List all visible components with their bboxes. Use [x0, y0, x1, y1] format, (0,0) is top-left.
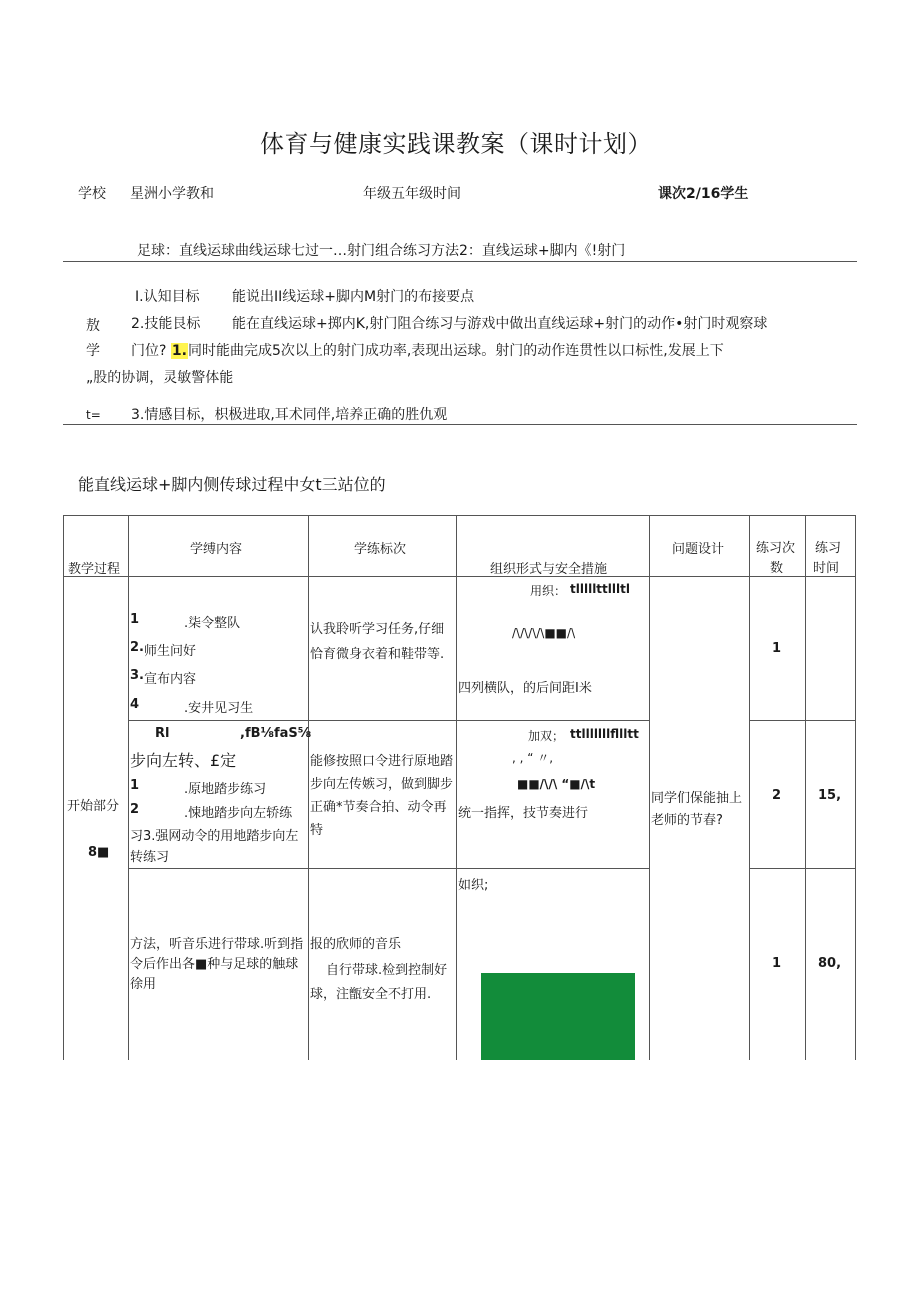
- header-question: 问题设计: [672, 542, 725, 557]
- row2-question: 同学们保能抽上老师的节春?: [651, 791, 743, 828]
- row2-item-2-text: .悚地踏步向左轿练: [184, 806, 293, 821]
- row2-bottom-right: [749, 868, 855, 869]
- col-line-3: [456, 515, 457, 1060]
- table-border-top: [63, 515, 855, 516]
- col-line-7: [855, 515, 856, 1060]
- row1-org-marks: tlllllttllltl: [570, 582, 630, 596]
- row1-study: 认我聆听学习任务,仔细恰育微身衣着和鞋带等.: [310, 622, 445, 662]
- row2-item-1-text: .原地踏步练习: [184, 782, 267, 797]
- divider-top: [63, 261, 857, 262]
- header-organization: 组织形式与安全措施: [490, 562, 608, 577]
- divider-objectives: [63, 424, 857, 425]
- row3-times: 1: [772, 956, 782, 971]
- header-duration-2: 时间: [813, 561, 840, 576]
- row1-item-3-num: 3.: [130, 668, 144, 683]
- row2-head-right: ,fB⅛faS⅝: [240, 726, 312, 741]
- row2-org-diagram: ■■/\/\ “■/\t: [517, 777, 596, 791]
- row2-org-quotes: , , “ 〃,: [512, 751, 554, 765]
- row1-bottom: [128, 720, 649, 721]
- row3-org-label: 如织;: [458, 878, 489, 893]
- row1-org-diagram: /\/\/\/\■■/\: [512, 626, 576, 640]
- objectives-side-2: 学: [86, 343, 100, 359]
- objectives-side-3: t=: [86, 408, 101, 422]
- col-line-0: [63, 515, 64, 1060]
- header-times-2: 数: [770, 561, 784, 576]
- row2-bottom: [128, 868, 649, 869]
- col-line-2: [308, 515, 309, 1060]
- col-line-5: [749, 515, 750, 1060]
- row1-item-1-text: .柒令整队: [184, 616, 241, 631]
- section-minutes: 8■: [88, 845, 110, 860]
- row2-item-1-num: 1: [130, 778, 140, 793]
- row1-item-4-num: 4: [130, 697, 140, 712]
- row2-item-2-end: 转练习: [130, 850, 170, 865]
- page-title: 体育与健康实践课教案（课时计划）: [260, 130, 652, 158]
- objective-2-line2-rest: 同时能曲完成5次以上的射门成功率,表现出运球。射门的动作连贯性以口标性,发展上下: [187, 343, 724, 359]
- objective-2-line2: [131, 340, 724, 360]
- row1-item-4-text: .安井见习生: [184, 701, 254, 716]
- objective-2-highlight: 1.: [171, 343, 187, 359]
- school-label: 学校: [78, 186, 106, 202]
- objective-2-line3: „股的协调，灵敏警体能: [86, 370, 234, 386]
- objective-3-text: 3.情感目标，枳极进取,耳术同伴,培养正确的胜仇观: [131, 407, 448, 423]
- header-process: 教学过程: [68, 562, 121, 577]
- table-header-bottom: [63, 576, 855, 577]
- header-content: 学缚内容: [190, 542, 243, 557]
- objectives-side-1: 敖: [86, 318, 100, 334]
- row2-org-label: 加双；: [528, 729, 565, 743]
- row2-item-2-num: 2: [130, 802, 140, 817]
- row1-item-2-text: 师生问好: [144, 644, 197, 659]
- row1-item-2-num: 2.: [130, 640, 144, 655]
- field-diagram: [481, 973, 635, 1060]
- header-duration-1: 练习: [815, 541, 842, 556]
- row1-org-label: 用织：: [530, 584, 567, 598]
- row1-item-1-num: 1: [130, 612, 140, 627]
- row2-duration: 15,: [818, 788, 842, 803]
- row1-org-text: 四列横队，的后间距I米: [458, 681, 592, 696]
- col-line-6: [805, 515, 806, 1060]
- grade-info: 年级五年级时间: [363, 186, 461, 202]
- col-line-1: [128, 515, 129, 1060]
- key-point: 能直线运球+脚内侧传球过程中女t三站位的: [78, 475, 386, 494]
- row1-bottom-right: [749, 720, 855, 721]
- row2-head-left: Rl: [155, 726, 170, 741]
- section-name: 开始部分: [67, 799, 120, 814]
- header-study: 学练标次: [354, 542, 407, 557]
- row2-study: 能修按照口令进行原地踏步向左传嫉习，做到脚步正确*节奏合拍、动令再特: [310, 754, 454, 838]
- objective-2-line2-start: 门位?: [131, 343, 167, 359]
- row3-content: 方法，听音乐进行带球.听到指令后作出各■种与足球的触球徐用: [130, 937, 304, 992]
- row2-item-2-cont: 习3.强网动令的用地踏步向左: [130, 829, 299, 844]
- row1-item-3-text: 宣布内容: [144, 672, 197, 687]
- row2-head-line2: 步向左转、£定: [130, 751, 237, 770]
- school-value: 星洲小学教和: [130, 186, 214, 202]
- row2-org-marks: ttlllllllfllltt: [570, 727, 639, 741]
- lesson-topic: 足球：直线运球曲线运球七过一…射门组合练习方法2：直线运球+脚内《!射门: [137, 243, 626, 259]
- row2-org-text: 统一指挥，技节奏进行: [458, 806, 589, 821]
- objective-2-text: 能在直线运球+掷内K,射门阻合练习与游戏中做出直线运球+射门的动作•射门时观察球: [232, 316, 768, 332]
- objective-1-text: 能说出II线运球+脚内M射门的布接要点: [232, 289, 475, 305]
- objective-2-label: 2.技能艮标: [131, 316, 201, 332]
- row3-duration: 80,: [818, 956, 842, 971]
- row3-study-line2: 自行带球.检到控制好球，注甑安全不打用.: [310, 963, 448, 1002]
- row2-times: 2: [772, 788, 782, 803]
- lesson-info: 课次2/16学生: [658, 186, 749, 202]
- header-times-1: 练习次: [756, 541, 796, 556]
- row3-study-line1: 报的欣师的音乐: [310, 937, 402, 952]
- row1-times: 1: [772, 641, 782, 656]
- objective-1-label: I.认知目标: [135, 289, 200, 305]
- col-line-4: [649, 515, 650, 1060]
